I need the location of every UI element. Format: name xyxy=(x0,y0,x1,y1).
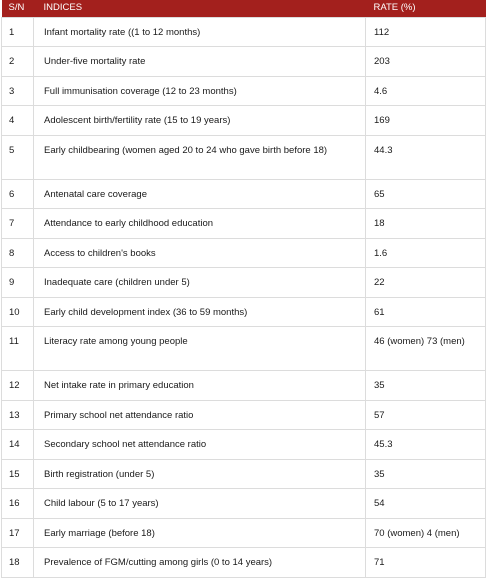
table-row xyxy=(2,17,486,47)
row-sn: 4 xyxy=(2,106,34,136)
header-rate: RATE (%) xyxy=(366,0,486,17)
row-rate: 65 xyxy=(366,179,486,209)
row-sn: 18 xyxy=(2,548,34,578)
row-rate: 1.6 xyxy=(366,238,486,268)
row-sn: 10 xyxy=(2,297,34,327)
row-rate: 18 xyxy=(366,209,486,239)
row-rate: 112 xyxy=(366,17,486,47)
row-sn: 7 xyxy=(2,209,34,239)
row-sn: 17 xyxy=(2,518,34,548)
row-rate: 35 xyxy=(366,371,486,401)
row-rate: 4.6 xyxy=(366,76,486,106)
indices-table xyxy=(1,0,486,578)
table-row xyxy=(2,135,486,179)
row-index: Under-five mortality rate xyxy=(34,47,366,77)
table-header-row xyxy=(2,0,486,17)
row-sn: 16 xyxy=(2,489,34,519)
row-sn: 14 xyxy=(2,430,34,460)
row-rate: 169 xyxy=(366,106,486,136)
table-row xyxy=(2,47,486,77)
table-row xyxy=(2,518,486,548)
table-row xyxy=(2,430,486,460)
row-rate: 22 xyxy=(366,268,486,298)
table-row xyxy=(2,76,486,106)
table-row xyxy=(2,459,486,489)
row-rate: 61 xyxy=(366,297,486,327)
row-index: Access to children's books xyxy=(34,238,366,268)
row-rate: 44.3 xyxy=(366,135,486,179)
row-index: Inadequate care (children under 5) xyxy=(34,268,366,298)
table-row xyxy=(2,327,486,371)
row-index: Primary school net attendance ratio xyxy=(34,400,366,430)
row-sn: 9 xyxy=(2,268,34,298)
row-index: Attendance to early childhood education xyxy=(34,209,366,239)
row-rate: 71 xyxy=(366,548,486,578)
table-row xyxy=(2,209,486,239)
row-rate: 35 xyxy=(366,459,486,489)
row-index: Secondary school net attendance ratio xyxy=(34,430,366,460)
row-index: Early childbearing (women aged 20 to 24 who gave birth before 18) xyxy=(34,135,366,179)
row-rate: 46 (women) 73 (men) xyxy=(366,327,486,371)
row-index: Infant mortality rate ((1 to 12 months) xyxy=(34,17,366,47)
row-sn: 5 xyxy=(2,135,34,179)
table-row xyxy=(2,106,486,136)
row-index: Adolescent birth/fertility rate (15 to 19 years) xyxy=(34,106,366,136)
row-index: Early marriage (before 18) xyxy=(34,518,366,548)
header-indices: INDICES xyxy=(34,0,366,17)
row-index: Birth registration (under 5) xyxy=(34,459,366,489)
row-index: Child labour (5 to 17 years) xyxy=(34,489,366,519)
table-row xyxy=(2,548,486,578)
row-sn: 11 xyxy=(2,327,34,371)
row-sn: 12 xyxy=(2,371,34,401)
table-row xyxy=(2,297,486,327)
row-rate: 70 (women) 4 (men) xyxy=(366,518,486,548)
row-sn: 1 xyxy=(2,17,34,47)
row-index: Early child development index (36 to 59 months) xyxy=(34,297,366,327)
row-index: Prevalence of FGM/cutting among girls (0 to 14 years) xyxy=(34,548,366,578)
row-sn: 8 xyxy=(2,238,34,268)
row-rate: 54 xyxy=(366,489,486,519)
table-row xyxy=(2,238,486,268)
table-row xyxy=(2,489,486,519)
row-sn: 13 xyxy=(2,400,34,430)
row-sn: 6 xyxy=(2,179,34,209)
table-row xyxy=(2,371,486,401)
row-rate: 45.3 xyxy=(366,430,486,460)
header-sn: S/N xyxy=(2,0,34,17)
row-sn: 15 xyxy=(2,459,34,489)
row-sn: 2 xyxy=(2,47,34,77)
row-index: Antenatal care coverage xyxy=(34,179,366,209)
row-index: Literacy rate among young people xyxy=(34,327,366,371)
row-rate: 203 xyxy=(366,47,486,77)
table-row xyxy=(2,268,486,298)
row-index: Net intake rate in primary education xyxy=(34,371,366,401)
table-row xyxy=(2,400,486,430)
row-index: Full immunisation coverage (12 to 23 months) xyxy=(34,76,366,106)
row-sn: 3 xyxy=(2,76,34,106)
table-row xyxy=(2,179,486,209)
row-rate: 57 xyxy=(366,400,486,430)
